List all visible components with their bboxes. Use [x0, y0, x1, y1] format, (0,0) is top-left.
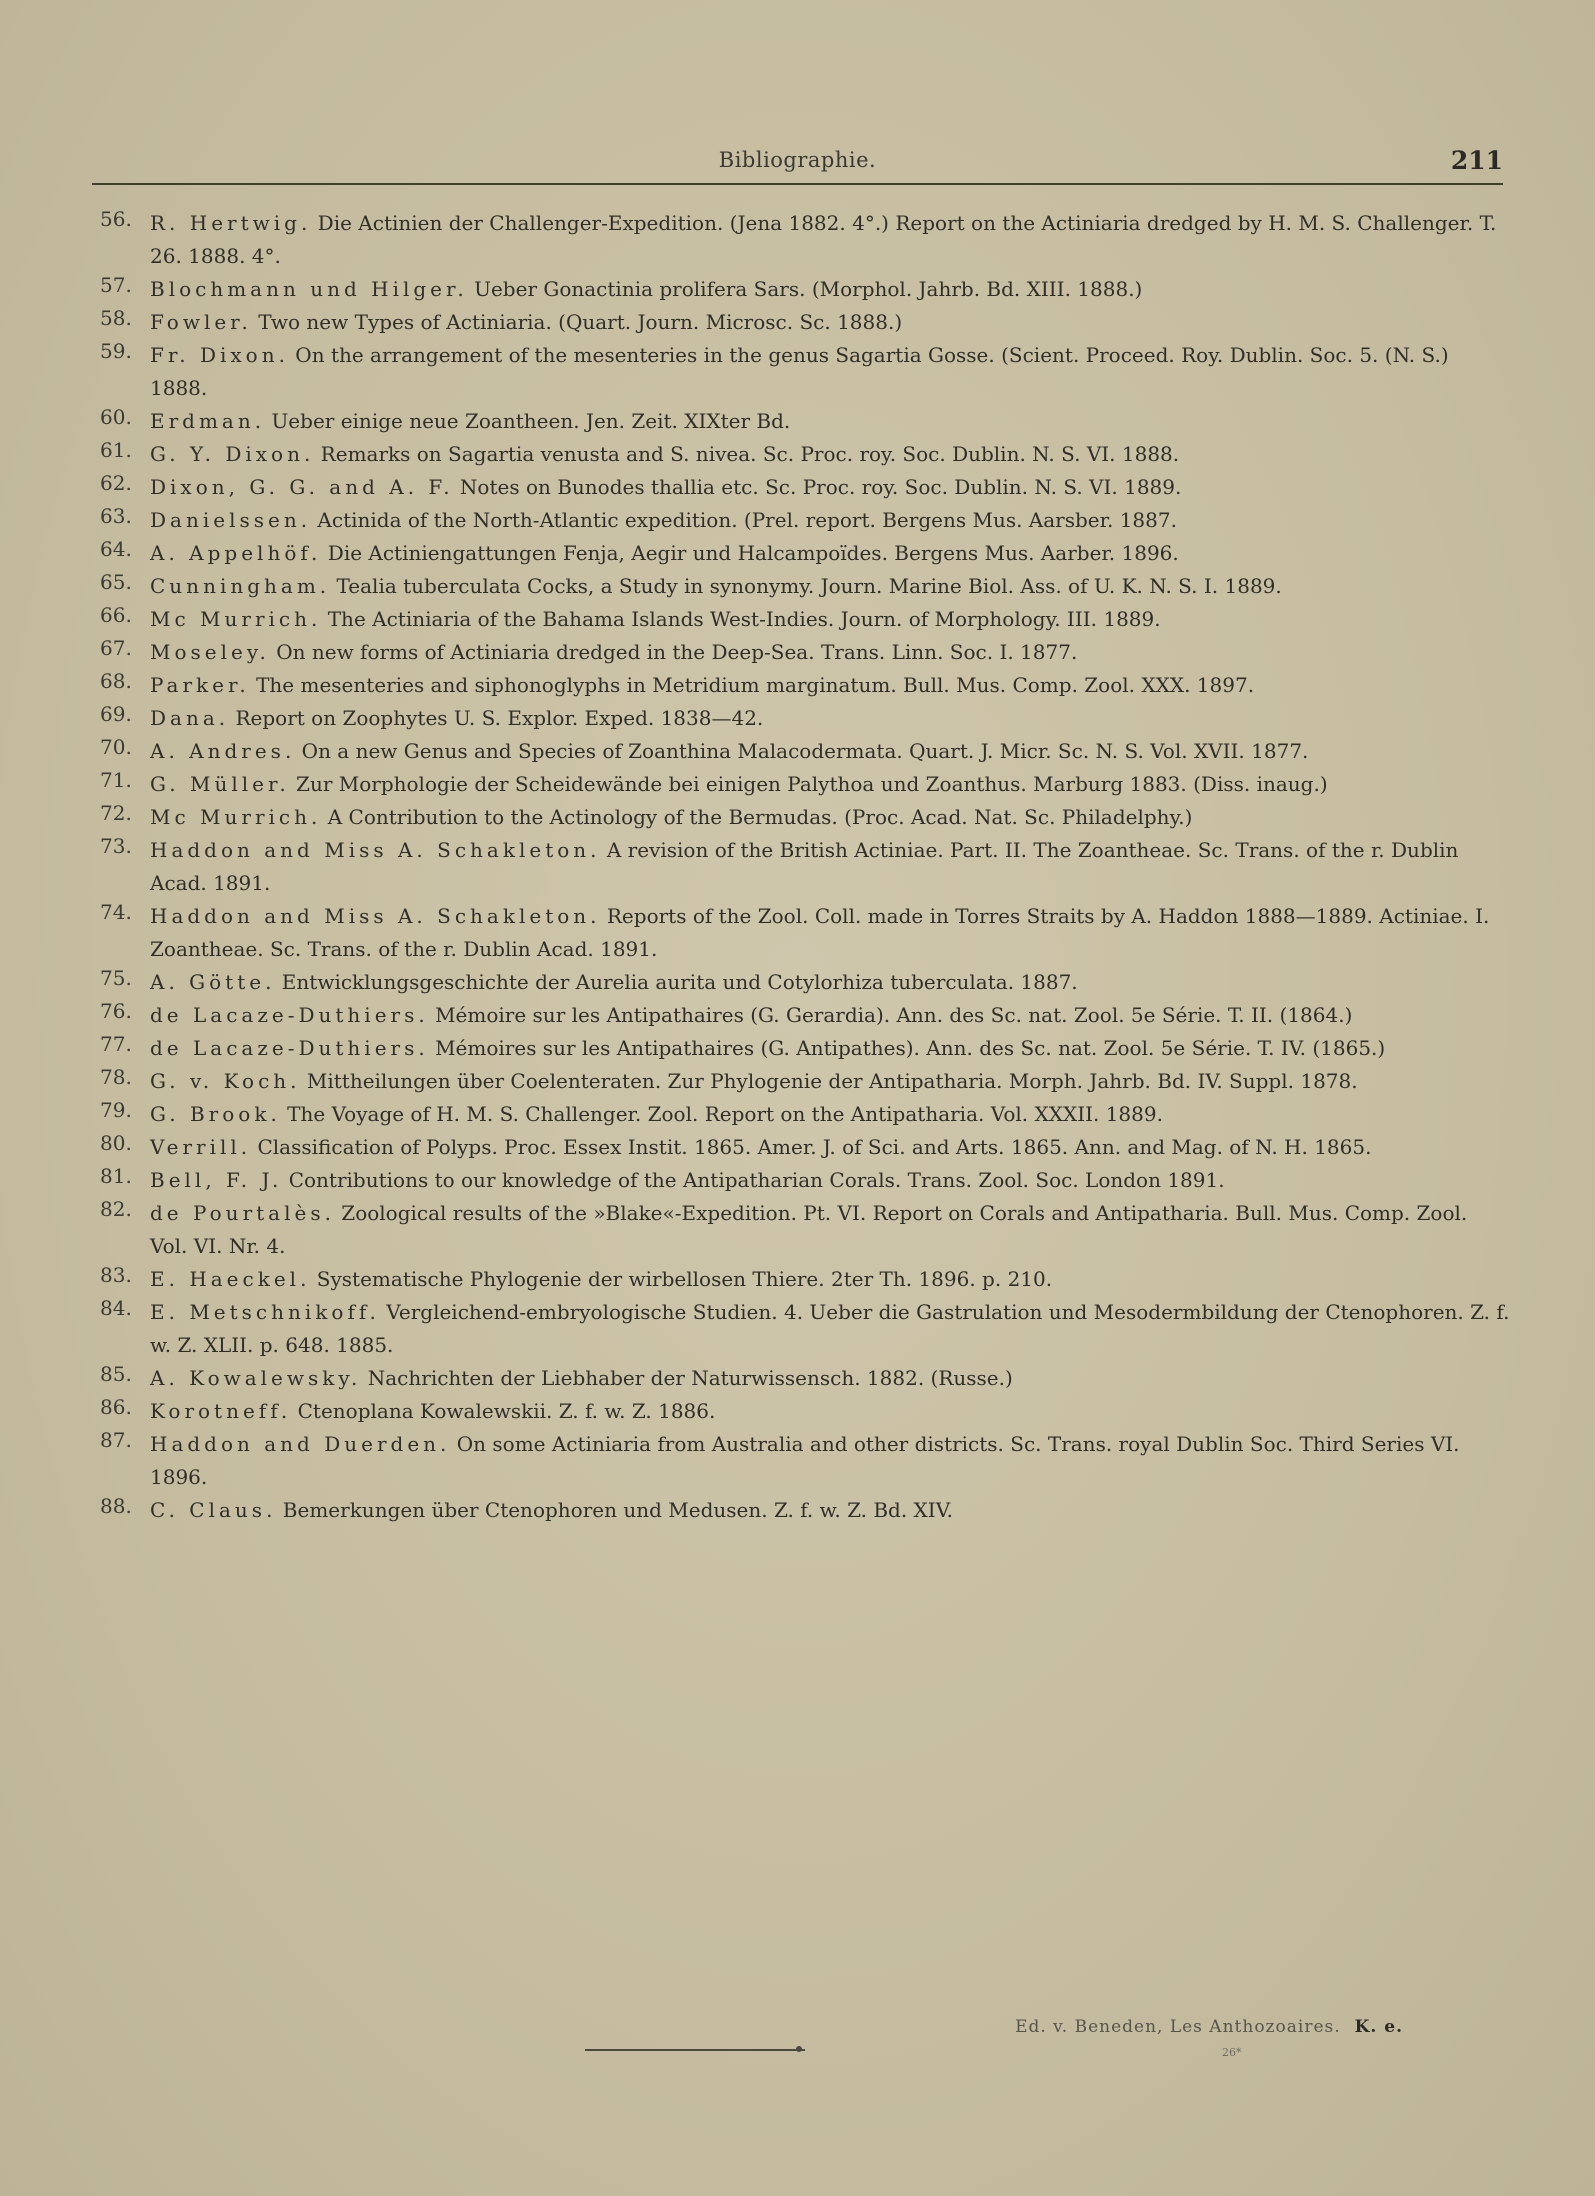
entry-citation: Ueber einige neue Zoantheen. Jen. Zeit. XIXter Bd. [265, 409, 791, 433]
entry-number: 78. [100, 1065, 132, 1089]
entry-citation: Entwicklungsgeschichte der Aurelia aurita und Cotylorhiza tuberculata. 1887. [275, 970, 1078, 994]
bibliography-list [100, 207, 1510, 1527]
entry-text [150, 1494, 1510, 1527]
entry-author: Haddon and Miss A. Schakleton. [150, 904, 601, 928]
entry-text [150, 1032, 1510, 1065]
entry-text [150, 1197, 1510, 1263]
entry-author: Danielssen. [150, 508, 312, 532]
entry-text [150, 339, 1510, 405]
entry-text [150, 1362, 1510, 1395]
bibliography-entry [100, 603, 1510, 636]
entry-number: 64. [100, 537, 132, 561]
entry-text [150, 273, 1510, 306]
entry-citation: Two new Types of Actiniaria. (Quart. Journ. Microsc. Sc. 1888.) [251, 310, 903, 334]
entry-number: 71. [100, 768, 132, 792]
entry-citation: On the arrangement of the mesenteries in the genus Sagartia Gosse. (Scient. Proceed. Roy. Dublin. Soc. 5. (N. S.) 1888. [150, 343, 1449, 400]
entry-text [150, 471, 1510, 504]
bibliography-entry [100, 900, 1510, 966]
entry-number: 68. [100, 669, 132, 693]
entry-number: 85. [100, 1362, 132, 1386]
entry-number: 69. [100, 702, 132, 726]
bibliography-entry [100, 339, 1510, 405]
entry-citation: Report on Zoophytes U. S. Explor. Exped. 1838—42. [229, 706, 764, 730]
entry-text [150, 669, 1510, 702]
bibliography-entry [100, 768, 1510, 801]
entry-author: Moseley. [150, 640, 270, 664]
bibliography-entry [100, 636, 1510, 669]
bibliography-entry [100, 438, 1510, 471]
entry-citation: Zur Morphologie der Scheidewände bei einigen Palythoa und Zoanthus. Marburg 1883. (Diss. inaug.) [289, 772, 1328, 796]
bibliography-entry [100, 504, 1510, 537]
entry-author: Erdman. [150, 409, 266, 433]
entry-number: 70. [100, 735, 132, 759]
entry-number: 63. [100, 504, 132, 528]
bibliography-entry [100, 273, 1510, 306]
bibliography-entry [100, 537, 1510, 570]
entry-text [150, 999, 1510, 1032]
entry-number: 82. [100, 1197, 132, 1221]
entry-author: Haddon and Duerden. [150, 1432, 451, 1456]
footer-signature [1015, 2017, 1403, 2037]
running-title: Bibliographie. [718, 148, 877, 172]
entry-text [150, 438, 1510, 471]
page-header [92, 148, 1503, 184]
entry-citation: Systematische Phylogenie der wirbellosen Thiere. 2ter Th. 1896. p. 210. [310, 1267, 1053, 1291]
entry-author: Korotneff. [150, 1399, 292, 1423]
entry-citation: On new forms of Actiniaria dredged in the Deep-Sea. Trans. Linn. Soc. I. 1877. [269, 640, 1078, 664]
bibliography-entry [100, 669, 1510, 702]
entry-author: E. Haeckel. [150, 1267, 311, 1291]
entry-text [150, 603, 1510, 636]
signature-mark: K. e. [1354, 2017, 1403, 2037]
entry-number: 65. [100, 570, 132, 594]
entry-author: E. Metschnikoff. [150, 1300, 380, 1324]
entry-text [150, 636, 1510, 669]
entry-text [150, 1428, 1510, 1494]
entry-citation: Reports of the Zool. Coll. made in Torres Straits by A. Haddon 1888—1889. Actiniae. I. Zoantheae. Sc. Trans. of the r. Dublin Acad. 1891. [150, 904, 1490, 961]
entry-author: de Pourtalès. [150, 1201, 335, 1225]
entry-citation: Nachrichten der Liebhaber der Naturwissensch. 1882. (Russe.) [361, 1366, 1013, 1390]
entry-author: R. Hertwig. [150, 211, 312, 235]
entry-author: C. Claus. [150, 1498, 277, 1522]
entry-citation: A revision of the British Actiniae. Part. II. The Zoantheae. Sc. Trans. of the r. Dublin Acad. 1891. [150, 838, 1459, 895]
entry-text [150, 207, 1510, 273]
signature-text: Ed. v. Beneden, Les Anthozoaires. [1015, 2017, 1341, 2037]
entry-author: Fr. Dixon. [150, 343, 289, 367]
entry-number: 59. [100, 339, 132, 363]
entry-text [150, 900, 1510, 966]
entry-number: 84. [100, 1296, 132, 1320]
entry-author: Verrill. [150, 1135, 252, 1159]
entry-citation: Ctenoplana Kowalewskii. Z. f. w. Z. 1886. [291, 1399, 716, 1423]
entry-author: Blochmann und Hilger. [150, 277, 468, 301]
entry-number: 72. [100, 801, 132, 825]
entry-number: 87. [100, 1428, 132, 1452]
entry-author: Dixon, G. G. and A. F. [150, 475, 454, 499]
bibliography-entry [100, 702, 1510, 735]
entry-text [150, 1131, 1510, 1164]
bibliography-entry [100, 1395, 1510, 1428]
bibliography-entry [100, 306, 1510, 339]
bibliography-entry [100, 1428, 1510, 1494]
entry-citation: A Contribution to the Actinology of the Bermudas. (Proc. Acad. Nat. Sc. Philadelphy.) [321, 805, 1193, 829]
bibliography-entry [100, 1494, 1510, 1527]
entry-author: G. Brook. [150, 1102, 281, 1126]
bibliography-entry [100, 1098, 1510, 1131]
entry-author: G. Y. Dixon. [150, 442, 315, 466]
page-number: 211 [1450, 146, 1503, 175]
entry-text [150, 768, 1510, 801]
entry-number: 62. [100, 471, 132, 495]
bibliography-entry [100, 999, 1510, 1032]
entry-text [150, 834, 1510, 900]
entry-author: G. Müller. [150, 772, 290, 796]
entry-citation: Bemerkungen über Ctenophoren und Medusen. Z. f. w. Z. Bd. XIV. [276, 1498, 953, 1522]
entry-text [150, 1164, 1510, 1197]
bibliography-entry [100, 966, 1510, 999]
entry-text [150, 570, 1510, 603]
entry-text [150, 1065, 1510, 1098]
entry-citation: Die Actinien der Challenger-Expedition. (Jena 1882. 4°.) Report on the Actiniaria dredged by H. M. S. Challenger. T. 26. 1888. 4°. [150, 211, 1497, 268]
entry-citation: Zoological results of the »Blake«-Expedition. Pt. VI. Report on Corals and Antipatharia. Bull. Mus. Comp. Zool. Vol. VI. Nr. 4. [150, 1201, 1468, 1258]
entry-number: 80. [100, 1131, 132, 1155]
bibliography-entry [100, 1296, 1510, 1362]
entry-citation: Mittheilungen über Coelenteraten. Zur Phylogenie der Antipatharia. Morph. Jahrb. Bd. IV. Suppl. 1878. [300, 1069, 1358, 1093]
entry-author: de Lacaze-Duthiers. [150, 1003, 429, 1027]
entry-number: 74. [100, 900, 132, 924]
entry-number: 61. [100, 438, 132, 462]
entry-text [150, 405, 1510, 438]
entry-text [150, 966, 1510, 999]
entry-text [150, 1395, 1510, 1428]
entry-author: Fowler. [150, 310, 252, 334]
entry-citation: Mémoires sur les Antipathaires (G. Antipathes). Ann. des Sc. nat. Zool. 5e Série. T. IV. (1865.) [428, 1036, 1386, 1060]
bibliography-entry [100, 1362, 1510, 1395]
entry-citation: The Actiniaria of the Bahama Islands West-Indies. Journ. of Morphology. III. 1889. [321, 607, 1161, 631]
entry-author: A. Appelhöf. [150, 541, 322, 565]
end-rule [585, 2049, 805, 2051]
entry-number: 75. [100, 966, 132, 990]
entry-number: 83. [100, 1263, 132, 1287]
entry-author: Haddon and Miss A. Schakleton. [150, 838, 601, 862]
entry-author: A. Götte. [150, 970, 276, 994]
entry-author: Parker. [150, 673, 250, 697]
bibliography-entry [100, 1131, 1510, 1164]
header-rule [92, 183, 1503, 185]
entry-citation: Contributions to our knowledge of the Antipatharian Corals. Trans. Zool. Soc. London 1891. [282, 1168, 1225, 1192]
entry-citation: Notes on Bunodes thallia etc. Sc. Proc. roy. Soc. Dublin. N. S. VI. 1889. [453, 475, 1182, 499]
bibliography-entry [100, 1032, 1510, 1065]
entry-author: Mc Murrich. [150, 805, 322, 829]
entry-number: 77. [100, 1032, 132, 1056]
entry-citation: Classification of Polyps. Proc. Essex Instit. 1865. Amer. J. of Sci. and Arts. 1865. Ann. and Mag. of N. H. 1865. [251, 1135, 1372, 1159]
entry-citation: Mémoire sur les Antipathaires (G. Gerardia). Ann. des Sc. nat. Zool. 5e Série. T. II. (1864.) [428, 1003, 1353, 1027]
entry-number: 60. [100, 405, 132, 429]
entry-citation: The mesenteries and siphonoglyphs in Metridium marginatum. Bull. Mus. Comp. Zool. XXX. 1897. [249, 673, 1255, 697]
bibliography-entry [100, 735, 1510, 768]
bibliography-entry [100, 1164, 1510, 1197]
entry-citation: The Voyage of H. M. S. Challenger. Zool. Report on the Antipatharia. Vol. XXXII. 1889. [280, 1102, 1163, 1126]
entry-author: G. v. Koch. [150, 1069, 301, 1093]
entry-citation: Tealia tuberculata Cocks, a Study in synonymy. Journ. Marine Biol. Ass. of U. K. N. S. I. 1889. [330, 574, 1282, 598]
entry-citation: Vergleichend-embryologische Studien. 4. Ueber die Gastrulation und Mesodermbildung der Ctenophoren. Z. f. w. Z. XLII. p. 648. 1885. [150, 1300, 1510, 1357]
entry-citation: Die Actiniengattungen Fenja, Aegir und Halcampoïdes. Bergens Mus. Aarber. 1896. [321, 541, 1179, 565]
bibliography-entry [100, 801, 1510, 834]
bibliography-entry [100, 405, 1510, 438]
entry-author: Bell, F. J. [150, 1168, 283, 1192]
entry-number: 76. [100, 999, 132, 1023]
entry-author: Cunningham. [150, 574, 331, 598]
entry-author: A. Andres. [150, 739, 296, 763]
sheet-mark: 26* [1222, 2046, 1242, 2059]
entry-number: 57. [100, 273, 132, 297]
bibliography-entry [100, 570, 1510, 603]
entry-text [150, 537, 1510, 570]
entry-text [150, 801, 1510, 834]
entry-author: de Lacaze-Duthiers. [150, 1036, 429, 1060]
entry-author: A. Kowalewsky. [150, 1366, 362, 1390]
entry-number: 79. [100, 1098, 132, 1122]
entry-number: 86. [100, 1395, 132, 1419]
end-rule-dot [796, 2046, 802, 2052]
entry-citation: Ueber Gonactinia prolifera Sars. (Morphol. Jahrb. Bd. XIII. 1888.) [467, 277, 1143, 301]
bibliography-entry [100, 834, 1510, 900]
entry-citation: Actinida of the North-Atlantic expedition. (Prel. report. Bergens Mus. Aarsber. 1887. [311, 508, 1177, 532]
entry-number: 81. [100, 1164, 132, 1188]
entry-text [150, 1098, 1510, 1131]
entry-number: 56. [100, 207, 132, 231]
bibliography-entry [100, 207, 1510, 273]
entry-author: Dana. [150, 706, 230, 730]
entry-author: Mc Murrich. [150, 607, 322, 631]
entry-text [150, 504, 1510, 537]
entry-text [150, 702, 1510, 735]
entry-number: 58. [100, 306, 132, 330]
bibliography-entry [100, 1197, 1510, 1263]
entry-citation: On some Actiniaria from Australia and other districts. Sc. Trans. royal Dublin Soc. Third Series VI. 1896. [150, 1432, 1460, 1489]
entry-number: 66. [100, 603, 132, 627]
entry-text [150, 735, 1510, 768]
bibliography-entry [100, 1263, 1510, 1296]
entry-citation: On a new Genus and Species of Zoanthina Malacodermata. Quart. J. Micr. Sc. N. S. Vol. XVII. 1877. [295, 739, 1309, 763]
bibliography-entry [100, 1065, 1510, 1098]
entry-number: 88. [100, 1494, 132, 1518]
entry-text [150, 1263, 1510, 1296]
entry-citation: Remarks on Sagartia venusta and S. nivea. Sc. Proc. roy. Soc. Dublin. N. S. VI. 1888. [314, 442, 1180, 466]
entry-text [150, 306, 1510, 339]
entry-text [150, 1296, 1510, 1362]
entry-number: 73. [100, 834, 132, 858]
bibliography-entry [100, 471, 1510, 504]
entry-number: 67. [100, 636, 132, 660]
